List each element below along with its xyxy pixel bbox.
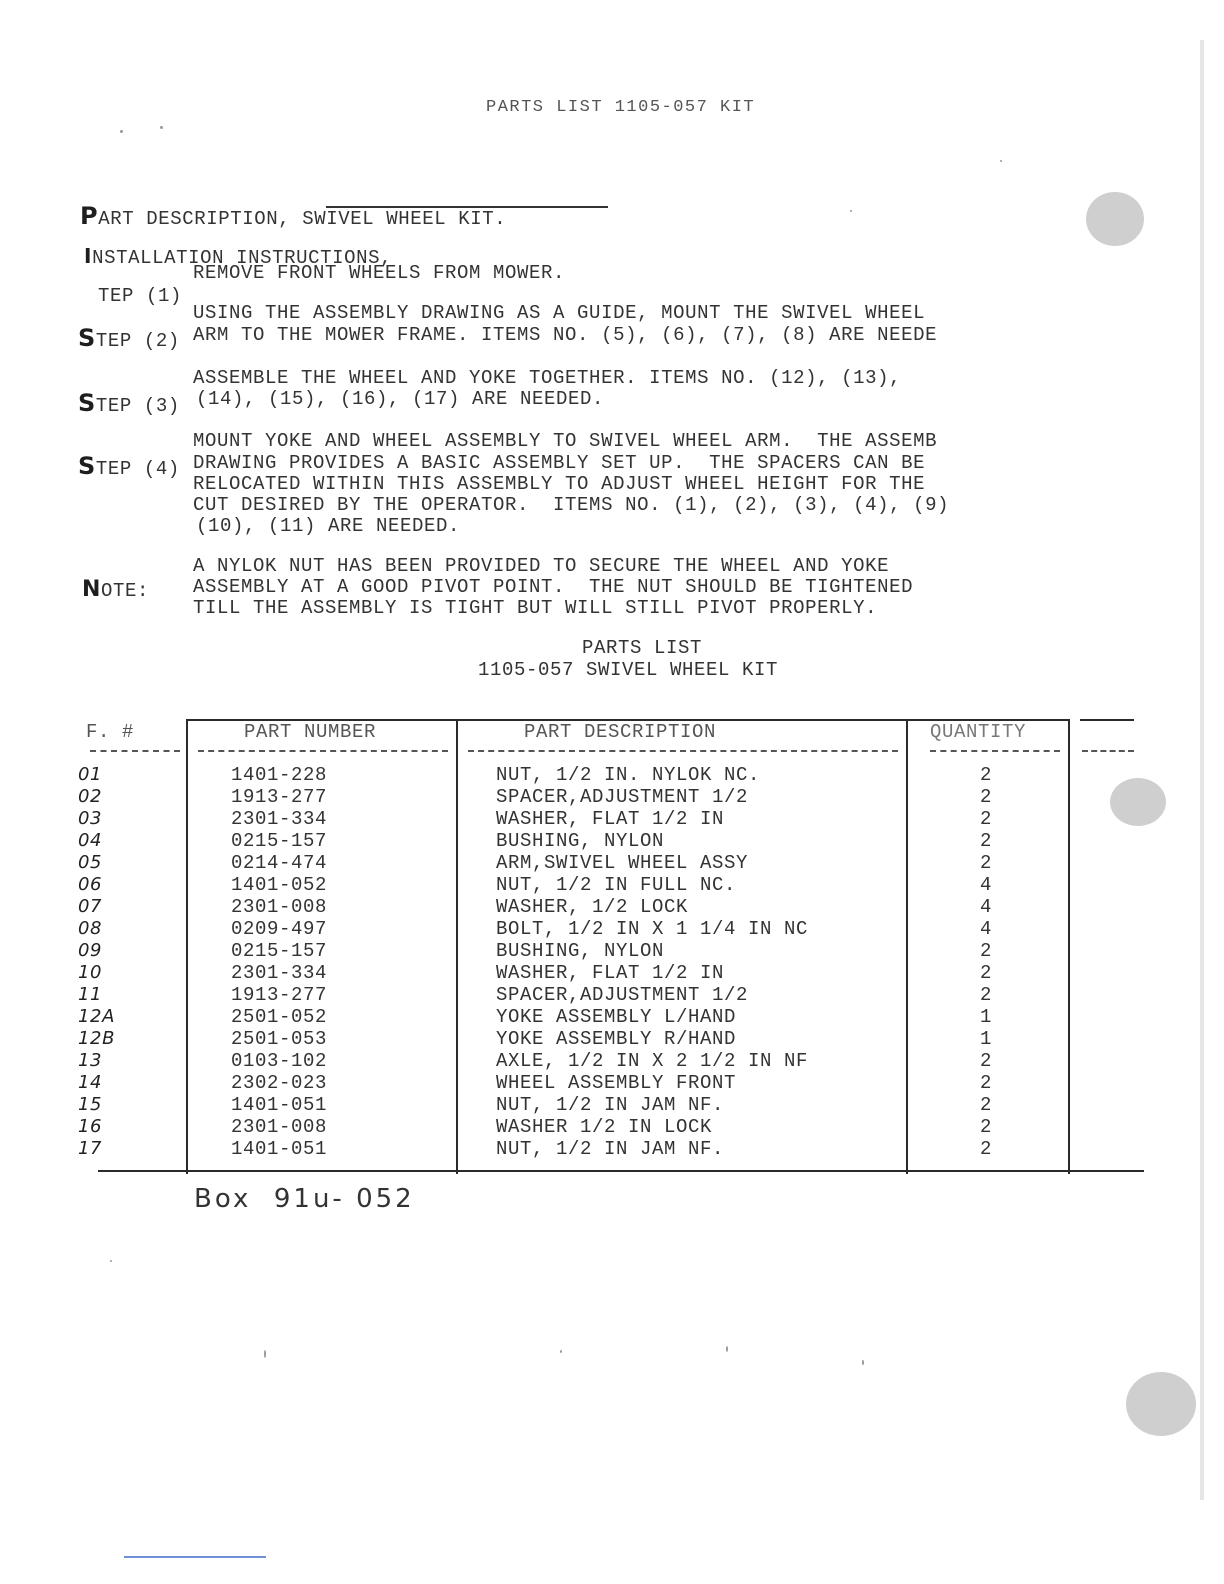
installation-label: NSTALLATION INSTRUCTIONS, bbox=[92, 247, 393, 269]
step-2-line-1: USING THE ASSEMBLY DRAWING AS A GUIDE, MOUNT THE SWIVEL WHEEL bbox=[193, 302, 926, 324]
part-number-cell: 1401-051 bbox=[231, 1138, 328, 1160]
step-1-line-1: REMOVE FRONT WHEELS FROM MOWER. bbox=[193, 262, 566, 284]
page-title: PARTS LIST 1105-057 KIT bbox=[486, 98, 756, 117]
scan-speck bbox=[160, 126, 163, 129]
part-number-column bbox=[231, 764, 327, 1160]
quantity-cell: 4 bbox=[980, 918, 993, 940]
ref-cell: 09 bbox=[78, 940, 103, 961]
description-column bbox=[496, 764, 808, 1160]
part-number-cell: 1401-051 bbox=[231, 1094, 328, 1116]
ref-cell: 15 bbox=[78, 1094, 103, 1115]
description-label: ART DESCRIPTION, bbox=[98, 208, 303, 230]
handwritten-box-number: Box 91u- 052 bbox=[194, 1184, 415, 1214]
description-cell: WASHER 1/2 IN LOCK bbox=[496, 1116, 713, 1138]
step-4-line-4: CUT DESIRED BY THE OPERATOR. ITEMS NO. (1), (2), (3), (4), (9) bbox=[193, 494, 950, 516]
step-4-line-2: DRAWING PROVIDES A BASIC ASSEMBLY SET UP. THE SPACERS CAN BE bbox=[193, 452, 926, 474]
part-number-cell: 1913-277 bbox=[231, 786, 328, 808]
description-cell: SPACER,ADJUSTMENT 1/2 bbox=[496, 984, 749, 1006]
ref-cell: 04 bbox=[78, 830, 103, 851]
step-3-line-1: ASSEMBLE THE WHEEL AND YOKE TOGETHER. ITEMS NO. (12), (13), bbox=[193, 367, 902, 389]
quantity-cell: 2 bbox=[980, 1116, 993, 1138]
ref-cell: 11 bbox=[78, 984, 103, 1005]
step-4-line-5: (10), (11) ARE NEEDED. bbox=[196, 515, 461, 537]
quantity-cell: 2 bbox=[980, 940, 993, 962]
ref-cell: 03 bbox=[78, 808, 103, 829]
table-divider-3 bbox=[906, 719, 908, 1174]
note-label-text: OTE: bbox=[101, 580, 150, 602]
part-number-cell: 0215-157 bbox=[231, 830, 328, 852]
ref-cell: 10 bbox=[78, 962, 103, 983]
ref-cell: 13 bbox=[78, 1050, 103, 1071]
header-quantity: QUANTITY bbox=[930, 721, 1027, 743]
note-line-2: ASSEMBLY AT A GOOD PIVOT POINT. THE NUT SHOULD BE TIGHTENED bbox=[193, 576, 914, 598]
header-separator-ref bbox=[90, 750, 180, 752]
ref-cell: 06 bbox=[78, 874, 103, 895]
ref-cell: 14 bbox=[78, 1072, 103, 1093]
header-separator-extra bbox=[1082, 750, 1134, 752]
description-cell: NUT, 1/2 IN. NYLOK NC. bbox=[496, 764, 761, 786]
scan-speck bbox=[264, 1350, 266, 1358]
step-2-label bbox=[54, 302, 180, 352]
handwritten-prefix: I bbox=[84, 244, 93, 268]
ref-cell: 12A bbox=[78, 1006, 116, 1027]
handwritten-prefix: P bbox=[80, 202, 99, 230]
part-number-cell: 1401-052 bbox=[231, 874, 328, 896]
scan-smudge bbox=[1126, 1372, 1196, 1436]
scan-smudge bbox=[1086, 192, 1144, 246]
note-line-1: A NYLOK NUT HAS BEEN PROVIDED TO SECURE THE WHEEL AND YOKE bbox=[193, 555, 890, 577]
parts-list-title: PARTS LIST bbox=[582, 637, 703, 659]
part-number-cell: 2301-334 bbox=[231, 808, 328, 830]
quantity-cell: 2 bbox=[980, 786, 993, 808]
scan-speck bbox=[120, 130, 123, 133]
quantity-cell: 2 bbox=[980, 1094, 993, 1116]
description-cell: YOKE ASSEMBLY L/HAND bbox=[496, 1006, 737, 1028]
quantity-cell: 2 bbox=[980, 830, 993, 852]
step-4-line-1: MOUNT YOKE AND WHEEL ASSEMBLY TO SWIVEL WHEEL ARM. THE ASSEMB bbox=[193, 430, 938, 452]
bottom-blue-mark bbox=[124, 1556, 266, 1558]
description-kit-name: SWIVEL WHEEL KIT. bbox=[302, 208, 507, 230]
description-underline bbox=[326, 206, 608, 208]
part-number-cell: 0103-102 bbox=[231, 1050, 328, 1072]
scan-speck bbox=[726, 1346, 728, 1352]
part-number-cell: 2501-053 bbox=[231, 1028, 328, 1050]
header-ref: F. # bbox=[86, 721, 135, 743]
header-separator-description bbox=[468, 750, 898, 752]
step-label-text: TEP (1) bbox=[98, 285, 183, 307]
quantity-cell: 1 bbox=[980, 1028, 993, 1050]
part-number-cell: 2301-334 bbox=[231, 962, 328, 984]
quantity-cell: 2 bbox=[980, 984, 993, 1006]
part-number-cell: 1401-228 bbox=[231, 764, 328, 786]
quantity-cell: 1 bbox=[980, 1006, 993, 1028]
handwritten-prefix: S bbox=[78, 324, 96, 352]
step-label-text: TEP (4) bbox=[95, 458, 180, 480]
table-bottom-rule bbox=[98, 1170, 1144, 1172]
description-cell: WASHER, FLAT 1/2 IN bbox=[496, 962, 725, 984]
header-part-description: PART DESCRIPTION bbox=[524, 721, 717, 743]
header-separator-quantity bbox=[930, 750, 1060, 752]
handwritten-prefix: S bbox=[78, 452, 96, 480]
table-divider-4 bbox=[1068, 719, 1070, 1174]
ref-column bbox=[78, 764, 115, 1160]
table-divider-1 bbox=[186, 719, 188, 1174]
part-number-cell: 2302-023 bbox=[231, 1072, 328, 1094]
description-cell: YOKE ASSEMBLY R/HAND bbox=[496, 1028, 737, 1050]
quantity-column bbox=[980, 764, 992, 1160]
description-cell: AXLE, 1/2 IN X 2 1/2 IN NF bbox=[496, 1050, 809, 1072]
description-cell: WASHER, FLAT 1/2 IN bbox=[496, 808, 725, 830]
description-cell: WASHER, 1/2 LOCK bbox=[496, 896, 689, 918]
ref-cell: 17 bbox=[78, 1138, 103, 1159]
part-number-cell: 1913-277 bbox=[231, 984, 328, 1006]
quantity-cell: 2 bbox=[980, 1050, 993, 1072]
step-label-text: TEP (3) bbox=[95, 395, 180, 417]
part-number-cell: 0214-474 bbox=[231, 852, 328, 874]
scan-speck bbox=[862, 1360, 864, 1365]
quantity-cell: 2 bbox=[980, 1072, 993, 1094]
quantity-cell: 2 bbox=[980, 962, 993, 984]
step-3-label bbox=[54, 367, 180, 417]
quantity-cell: 4 bbox=[980, 896, 993, 918]
ref-cell: 05 bbox=[78, 852, 103, 873]
scan-speck bbox=[110, 1260, 112, 1262]
header-separator-part-number bbox=[198, 750, 448, 752]
quantity-cell: 2 bbox=[980, 808, 993, 830]
step-3-line-2: (14), (15), (16), (17) ARE NEEDED. bbox=[196, 388, 605, 410]
description-cell: NUT, 1/2 IN FULL NC. bbox=[496, 874, 737, 896]
scan-speck bbox=[560, 1350, 562, 1353]
part-number-cell: 0215-157 bbox=[231, 940, 328, 962]
description-cell: NUT, 1/2 IN JAM NF. bbox=[496, 1094, 725, 1116]
right-edge-shadow bbox=[1200, 40, 1204, 1500]
description-cell: SPACER,ADJUSTMENT 1/2 bbox=[496, 786, 749, 808]
handwritten-prefix: N bbox=[82, 577, 102, 602]
ref-cell: 02 bbox=[78, 786, 103, 807]
part-number-cell: 2301-008 bbox=[231, 1116, 328, 1138]
quantity-cell: 2 bbox=[980, 764, 993, 786]
note-line-3: TILL THE ASSEMBLY IS TIGHT BUT WILL STILL PIVOT PROPERLY. bbox=[193, 597, 878, 619]
step-4-label bbox=[54, 430, 180, 480]
description-cell: BUSHING, NYLON bbox=[496, 830, 665, 852]
ref-cell: 16 bbox=[78, 1116, 103, 1137]
scan-speck bbox=[850, 210, 852, 212]
description-cell: BUSHING, NYLON bbox=[496, 940, 665, 962]
ref-cell: 01 bbox=[78, 764, 103, 785]
ref-cell: 07 bbox=[78, 896, 103, 917]
header-part-number: PART NUMBER bbox=[244, 721, 377, 743]
description-cell: WHEEL ASSEMBLY FRONT bbox=[496, 1072, 737, 1094]
step-1-label bbox=[62, 262, 182, 307]
part-number-cell: 2501-052 bbox=[231, 1006, 328, 1028]
quantity-cell: 4 bbox=[980, 874, 993, 896]
description-cell: BOLT, 1/2 IN X 1 1/4 IN NC bbox=[496, 918, 809, 940]
step-label-text: TEP (2) bbox=[95, 330, 180, 352]
description-cell: ARM,SWIVEL WHEEL ASSY bbox=[496, 852, 749, 874]
quantity-cell: 2 bbox=[980, 852, 993, 874]
step-4-line-3: RELOCATED WITHIN THIS ASSEMBLY TO ADJUST WHEEL HEIGHT FOR THE bbox=[193, 473, 926, 495]
scan-smudge bbox=[1110, 778, 1166, 826]
ref-cell: 08 bbox=[78, 918, 103, 939]
scan-speck bbox=[1000, 160, 1002, 162]
ref-cell: 12B bbox=[78, 1028, 116, 1049]
parts-list-subtitle: 1105-057 SWIVEL WHEEL KIT bbox=[478, 659, 779, 681]
part-number-cell: 0209-497 bbox=[231, 918, 328, 940]
table-divider-2 bbox=[456, 719, 458, 1174]
part-number-cell: 2301-008 bbox=[231, 896, 328, 918]
description-cell: NUT, 1/2 IN JAM NF. bbox=[496, 1138, 725, 1160]
handwritten-prefix: S bbox=[78, 389, 96, 417]
quantity-cell: 2 bbox=[980, 1138, 993, 1160]
step-2-line-2: ARM TO THE MOWER FRAME. ITEMS NO. (5), (6), (7), (8) ARE NEEDE bbox=[193, 324, 938, 346]
table-top-rule-right bbox=[1080, 719, 1134, 721]
note-label bbox=[58, 555, 149, 602]
